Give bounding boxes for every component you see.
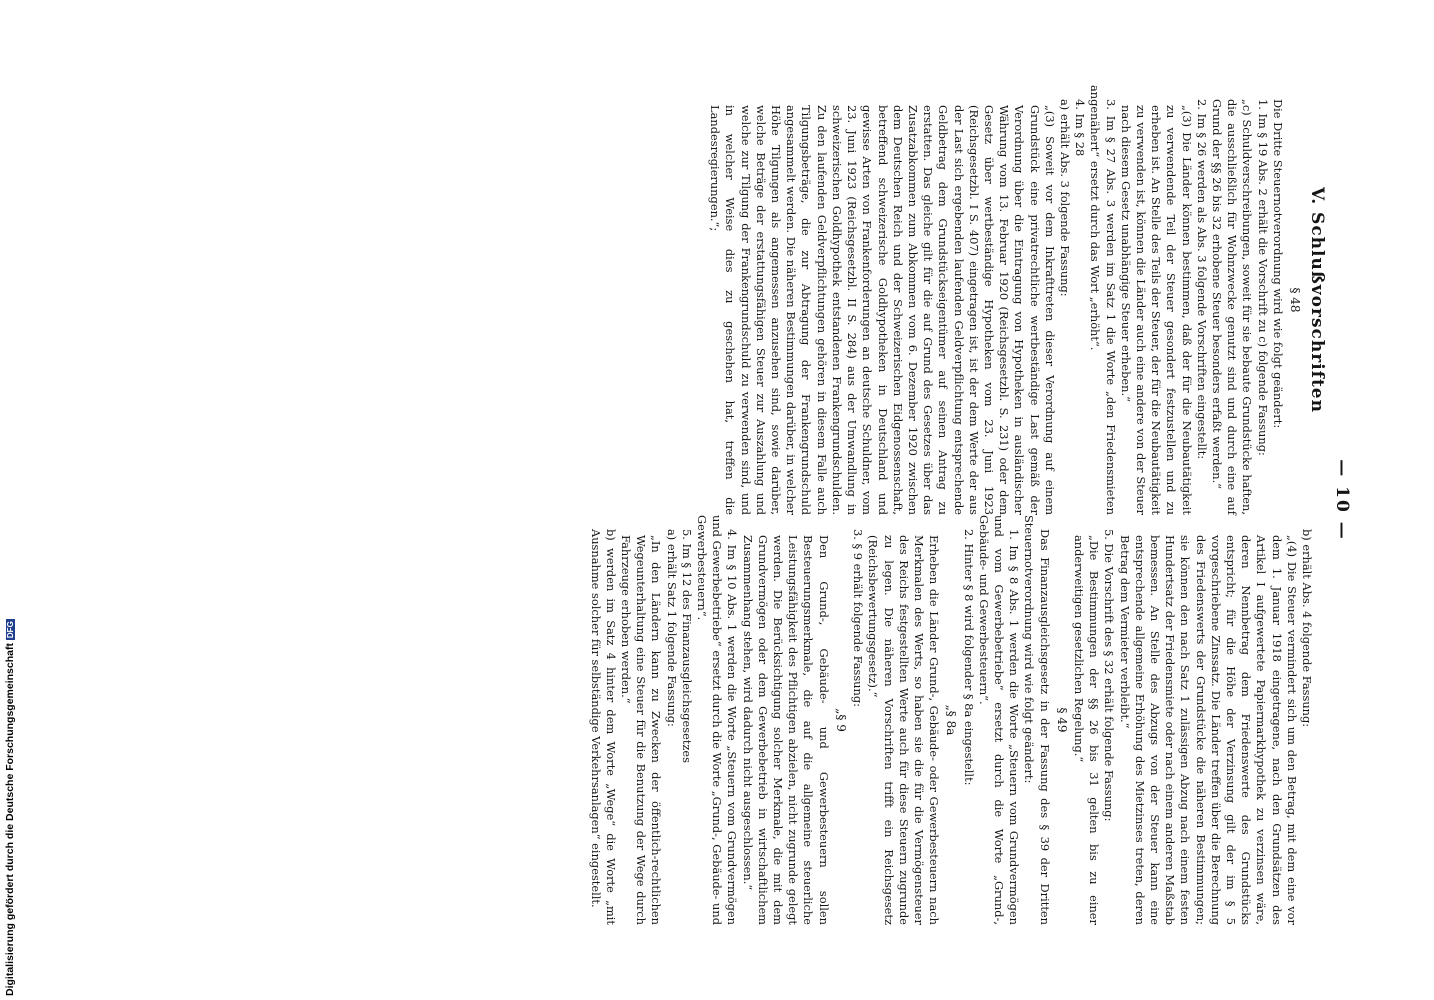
section-heading: V. Schlußvorschriften <box>1307 187 1327 413</box>
page-number: — 10 — <box>1332 459 1352 541</box>
text-paragraph: Die Dritte Steuernotverordnung wird wie folgt geändert: <box>1270 99 1285 429</box>
text-paragraph: „In den Ländern kann zu Zwecken der öffentlich-rechtlichen Wegeunterhaltung eine Steuer für die Benutzung der Wege durch Fahrzeuge erhoben werden.“ <box>619 535 664 925</box>
left-column-body <box>707 85 1302 515</box>
text-paragraph: 2. Im § 26 werden als Abs. 3 folgende Vorschriften eingestellt: <box>1194 99 1209 460</box>
text-paragraph: 2. Hinter § 8 wird folgender § 8a eingestellt: <box>961 529 976 786</box>
text-paragraph: 4. Im § 28 <box>1073 99 1088 157</box>
digitization-footer <box>0 0 22 1000</box>
footer-text: Digitalisierung gefördert durch die Deutsche Forschungsgemeinschaft <box>4 643 16 996</box>
text-paragraph: „Die Bestimmungen der §§ 26 bis 31 gelten bis zu einer anderweitigen gesetzlichen Regelung.“ <box>1071 535 1102 925</box>
text-paragraph: Erheben die Länder Grund-, Gebäude- oder Gewerbesteuern nach Merkmalen des Werts, so haben sie die für die Vermögensteuer des Reichs festgestellten Werte auch für diese Steuern zugrunde zu legen. Die näheren Vorschriften trifft ein Reichsgesetz (Reichsbewertungsgesetz).“ <box>866 535 942 925</box>
text-paragraph: 5. Die Vorschrift des § 32 erhält folgende Fassung: <box>1102 529 1117 822</box>
left-column <box>707 85 1327 515</box>
text-paragraph: „(3) Soweit vor dem Inkrafttreten dieser Verordnung auf einem Grundstück eine privatrechtliche wertbeständige Last gemäß der Verordnung über die Eintragung von Hypotheken in ausländischer Währung vom 13. Februar 1920 (Reichsgesetzbl. S. 231) oder dem Gesetz über wertbeständige Hypotheken vom 23. Juni 1923 (Reichsgesetzbl. I S. 407) eingetragen ist, ist der dem Werte der aus der Last sich ergebenden laufenden Geldverpflichtung entsprechende Geldbetrag dem Grundstückseigentümer auf seinen Antrag zu erstatten. Das gleiche gilt für die auf Grund des Gesetzes über das Zusatzabkommen zum Abkommen vom 6. Dezember 1920 zwischen dem Deutschen Reich und der Schweizerischen Eidgenossenschaft, betreffend schweizerische Goldhypotheken in Deutschland und gewisse Arten von Frankenforderungen an deutsche Schuldner, vom 23. Juni 1923 (Reichsgesetzbl. II S. 284) aus der Umwandlung in schweizerischen Goldhypothek entstandenen Frankengrundschulden. Zu den laufenden Geldverpflichtungen gehören in diesem Falle auch Tilgungsbeträge, die zur Abtragung der Frankengrundschuld angesammelt werden. Die näheren Bestimmungen darüber, in welcher Höhe Tilgungen als angemessen anzusehen sind, sowie darüber, welche Beträge der erstattungsfähigen Steuer zur Auszahlung und welche zur Tilgung der Frankengrundschuld zu verwenden sind, und in welcher Weise dies zu geschehen hat, treffen die Landesregierungen.“; <box>708 105 1057 515</box>
text-paragraph: b) werden im Satz 4 hinter dem Worte „Wege“ die Worte „mit Ausnahme solcher für selbständige Verkehrsanlagen“ eingestellt. <box>588 529 618 925</box>
text-paragraph: 1. Im § 19 Abs. 2 erhält die Vorschrift zu c) folgende Fassung: <box>1255 99 1270 456</box>
text-paragraph: b) erhält Abs. 4 folgende Fassung: <box>1300 529 1314 728</box>
paragraph-heading: § 49 <box>1054 707 1069 733</box>
paragraph-heading: „§ 9 <box>833 708 848 732</box>
text-paragraph: 1. Im § 8 Abs. 1 werden die Worte „Steuern vom Grundvermögen und vom Gewerbebetriebe“ ersetzt durch die Worte „Grund-, Gebäude- und Gewerbesteuern“. <box>976 515 1022 925</box>
right-column <box>587 515 1314 925</box>
text-paragraph: a) erhält Satz 1 folgende Fassung: <box>664 529 679 727</box>
paragraph-heading: „§ 8a <box>944 704 959 736</box>
text-paragraph: Das Finanzausgleichsgesetz in der Fassung des § 39 der Dritten Steuernotverordnung wird wie folgt geändert: <box>1022 515 1052 925</box>
text-paragraph: Den Grund-, Gebäude- und Gewerbesteuern sollen Besteuerungsmerkmale, die auf die allgemeine steuerliche Leistungsfähigkeit des Pflichtigen abzielen, nicht zugrunde gelegt werden. Die Berücksichtigung solcher Merkmale, die mit dem Grundvermögen oder dem Gewerbebetrieb in wirtschaftlichem Zusammenhang stehen, wird dadurch nicht ausgeschlossen.“ <box>740 535 831 925</box>
text-paragraph: 3. § 9 erhält folgende Fassung: <box>851 529 866 707</box>
text-paragraph: 3. Im § 27 Abs. 3 werden im Satz 1 die Worte „den Friedensmieten angenähert“ ersetzt durch das Wort „erhöht“. <box>1088 85 1118 515</box>
footer-line <box>4 616 16 996</box>
text-paragraph: „c) Schuldverschreibungen, soweit für sie bebaute Grundstücke haften, die ausschließlich für Wohnzwecke genutzt sind und durch eine auf Grund der §§ 26 bis 32 erhobene Steuer besonders erfaßt werden.“ <box>1209 99 1255 515</box>
dfg-logo: DFG <box>6 621 15 639</box>
text-paragraph: a) erhält Abs. 3 folgende Fassung: <box>1057 99 1072 297</box>
text-paragraph: „(3) Die Länder können bestimmen, daß der für die Neubautätigkeit zu verwendende Teil der Steuer gesondert festzustellen und zu erheben ist. An Stelle des Teils der Steuer, der für die Neubautätigkeit zu verwenden ist, können die Länder auch eine andere von der Steuer nach diesem Gesetz unabhängige Steuer erheben.“ <box>1118 105 1194 515</box>
text-paragraph: 4. Im § 10 Abs. 1 werden die Worte „Steuern vom Grundvermögen und Gewerbebetriebe“ ersetzt durch die Worte „Grund-, Gebäude- und Gewerbesteuern“. <box>695 515 740 925</box>
right-column-body <box>587 515 1314 925</box>
text-paragraph: „(4) Die Steuer vermindert sich um den Betrag, mit dem eine vor dem 1. Januar 1918 eingetragene, nach den Grundsätzen des Artikel I aufgewertete Papiermarkhypothek zu verzinsen wäre, deren Nennbetrag dem Friedenswerte des Grundstücks entspricht; für die Höhe der Verzinsung gilt der im § 5 vorgeschriebene Zinssatz. Die Länder treffen über die Berechnung des Friedenswerts der Grundstücke die näheren Bestimmungen; sie können den nach Satz 1 zulässigen Abzug nach einem festen Hundertsatz der Friedensmiete oder nach einem anderen Maßstab bemessen. An Stelle des Abzugs von der Steuer kann eine entsprechende allgemeine Erhöhung des Mietzinses treten, deren Betrag dem Vermieter verbleibt.“ <box>1117 535 1299 925</box>
paragraph-heading: § 48 <box>1288 287 1302 313</box>
text-paragraph: 5. Im § 12 des Finanzausgleichsgesetzes <box>679 529 694 763</box>
